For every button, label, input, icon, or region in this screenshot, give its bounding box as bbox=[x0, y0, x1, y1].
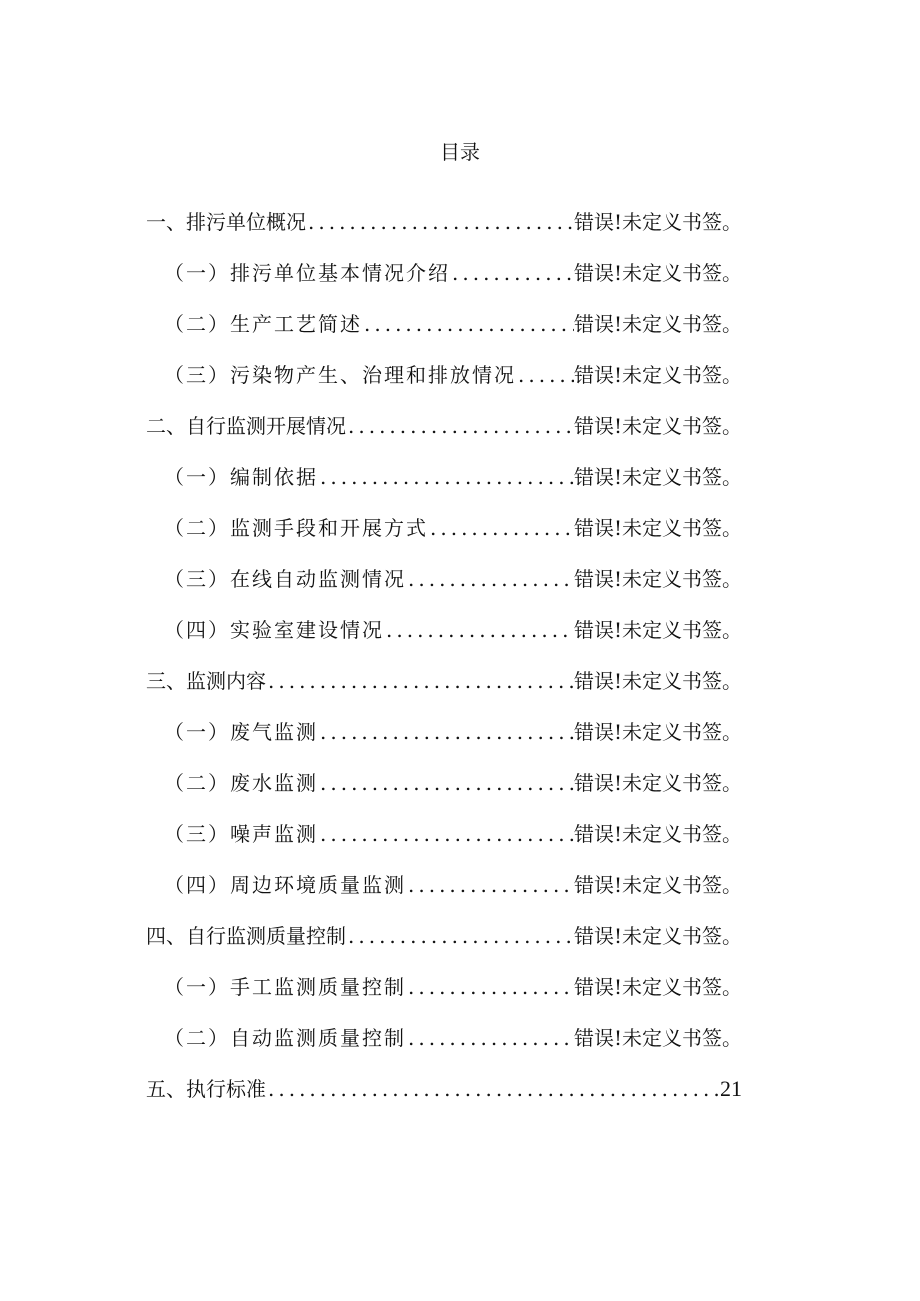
toc-entry-page-ref: 错误!未定义书签。 bbox=[573, 414, 742, 438]
toc-leader-dots bbox=[406, 973, 574, 1001]
toc-entry-page-ref: 错误!未定义书签。 bbox=[573, 771, 742, 795]
toc-entry-page-ref: 错误!未定义书签。 bbox=[573, 1026, 742, 1050]
toc-entry[interactable] bbox=[146, 769, 742, 820]
toc-entry-label: （一）编制依据 bbox=[164, 465, 318, 489]
toc-entry-label: 四、自行监测质量控制 bbox=[146, 924, 346, 948]
toc-entry-page-ref: 错误!未定义书签。 bbox=[573, 465, 742, 489]
toc-leader-dots bbox=[346, 412, 574, 440]
toc-entry-page-ref: 错误!未定义书签。 bbox=[573, 924, 742, 948]
toc-list bbox=[146, 208, 742, 1126]
toc-leader-dots bbox=[306, 208, 574, 236]
toc-leader-dots bbox=[406, 565, 574, 593]
toc-entry-label: （一）排污单位基本情况介绍 bbox=[164, 261, 450, 285]
toc-entry[interactable] bbox=[146, 973, 742, 1024]
toc-leader-dots bbox=[318, 820, 574, 848]
toc-entry-label: （二）废水监测 bbox=[164, 771, 318, 795]
toc-entry[interactable] bbox=[146, 259, 742, 310]
toc-entry-page-ref: 错误!未定义书签。 bbox=[573, 822, 742, 846]
toc-leader-dots bbox=[318, 463, 574, 491]
toc-entry-label: （二）生产工艺简述 bbox=[164, 312, 362, 336]
toc-entry[interactable] bbox=[146, 820, 742, 871]
toc-entry[interactable] bbox=[146, 922, 742, 973]
toc-entry[interactable] bbox=[146, 463, 742, 514]
toc-leader-dots bbox=[406, 871, 574, 899]
toc-entry[interactable] bbox=[146, 514, 742, 565]
toc-entry-label: 二、自行监测开展情况 bbox=[146, 414, 346, 438]
toc-entry-label: （三）在线自动监测情况 bbox=[164, 567, 406, 591]
toc-entry[interactable] bbox=[146, 667, 742, 718]
toc-entry-label: （四）实验室建设情况 bbox=[164, 618, 384, 642]
toc-entry-page-ref: 错误!未定义书签。 bbox=[573, 669, 742, 693]
toc-leader-dots bbox=[318, 769, 574, 797]
toc-entry-page-ref: 错误!未定义书签。 bbox=[573, 516, 742, 540]
toc-leader-dots bbox=[266, 1075, 720, 1103]
toc-leader-dots bbox=[266, 667, 574, 695]
toc-entry[interactable] bbox=[146, 565, 742, 616]
toc-entry-page-ref: 错误!未定义书签。 bbox=[573, 261, 742, 285]
toc-leader-dots bbox=[406, 1024, 574, 1052]
toc-entry[interactable] bbox=[146, 871, 742, 922]
toc-entry-page-ref: 错误!未定义书签。 bbox=[573, 975, 742, 999]
toc-entry-page-ref: 错误!未定义书签。 bbox=[573, 312, 742, 336]
toc-leader-dots bbox=[362, 310, 574, 338]
toc-entry-page-ref: 错误!未定义书签。 bbox=[573, 720, 742, 744]
toc-entry[interactable] bbox=[146, 1024, 742, 1075]
toc-entry-label: 一、排污单位概况 bbox=[146, 210, 306, 234]
toc-entry[interactable] bbox=[146, 1075, 742, 1126]
toc-entry-label: 五、执行标准 bbox=[146, 1077, 266, 1101]
toc-entry-label: （一）废气监测 bbox=[164, 720, 318, 744]
toc-entry-label: （二）监测手段和开展方式 bbox=[164, 516, 428, 540]
toc-entry-label: （四）周边环境质量监测 bbox=[164, 873, 406, 897]
toc-leader-dots bbox=[346, 922, 574, 950]
toc-entry[interactable] bbox=[146, 412, 742, 463]
toc-title: 目录 bbox=[440, 140, 480, 164]
toc-entry-page-ref: 错误!未定义书签。 bbox=[573, 210, 742, 234]
toc-entry[interactable] bbox=[146, 616, 742, 667]
toc-entry-page-ref: 错误!未定义书签。 bbox=[573, 567, 742, 591]
toc-entry-page-ref: 错误!未定义书签。 bbox=[573, 618, 742, 642]
toc-entry[interactable] bbox=[146, 361, 742, 412]
toc-leader-dots bbox=[384, 616, 574, 644]
toc-entry[interactable] bbox=[146, 718, 742, 769]
toc-leader-dots bbox=[428, 514, 574, 542]
toc-entry-label: （二）自动监测质量控制 bbox=[164, 1026, 406, 1050]
toc-leader-dots bbox=[450, 259, 574, 287]
toc-entry-label: （一）手工监测质量控制 bbox=[164, 975, 406, 999]
toc-leader-dots bbox=[318, 718, 574, 746]
toc-entry-label: （三）噪声监测 bbox=[164, 822, 318, 846]
toc-entry-label: （三）污染物产生、治理和排放情况 bbox=[164, 363, 516, 387]
toc-entry-page-ref: 21 bbox=[720, 1076, 742, 1101]
toc-entry-page-ref: 错误!未定义书签。 bbox=[573, 363, 742, 387]
toc-entry-label: 三、监测内容 bbox=[146, 669, 266, 693]
toc-entry-page-ref: 错误!未定义书签。 bbox=[573, 873, 742, 897]
toc-entry[interactable] bbox=[146, 310, 742, 361]
toc-entry[interactable] bbox=[146, 208, 742, 259]
toc-leader-dots bbox=[516, 361, 574, 389]
